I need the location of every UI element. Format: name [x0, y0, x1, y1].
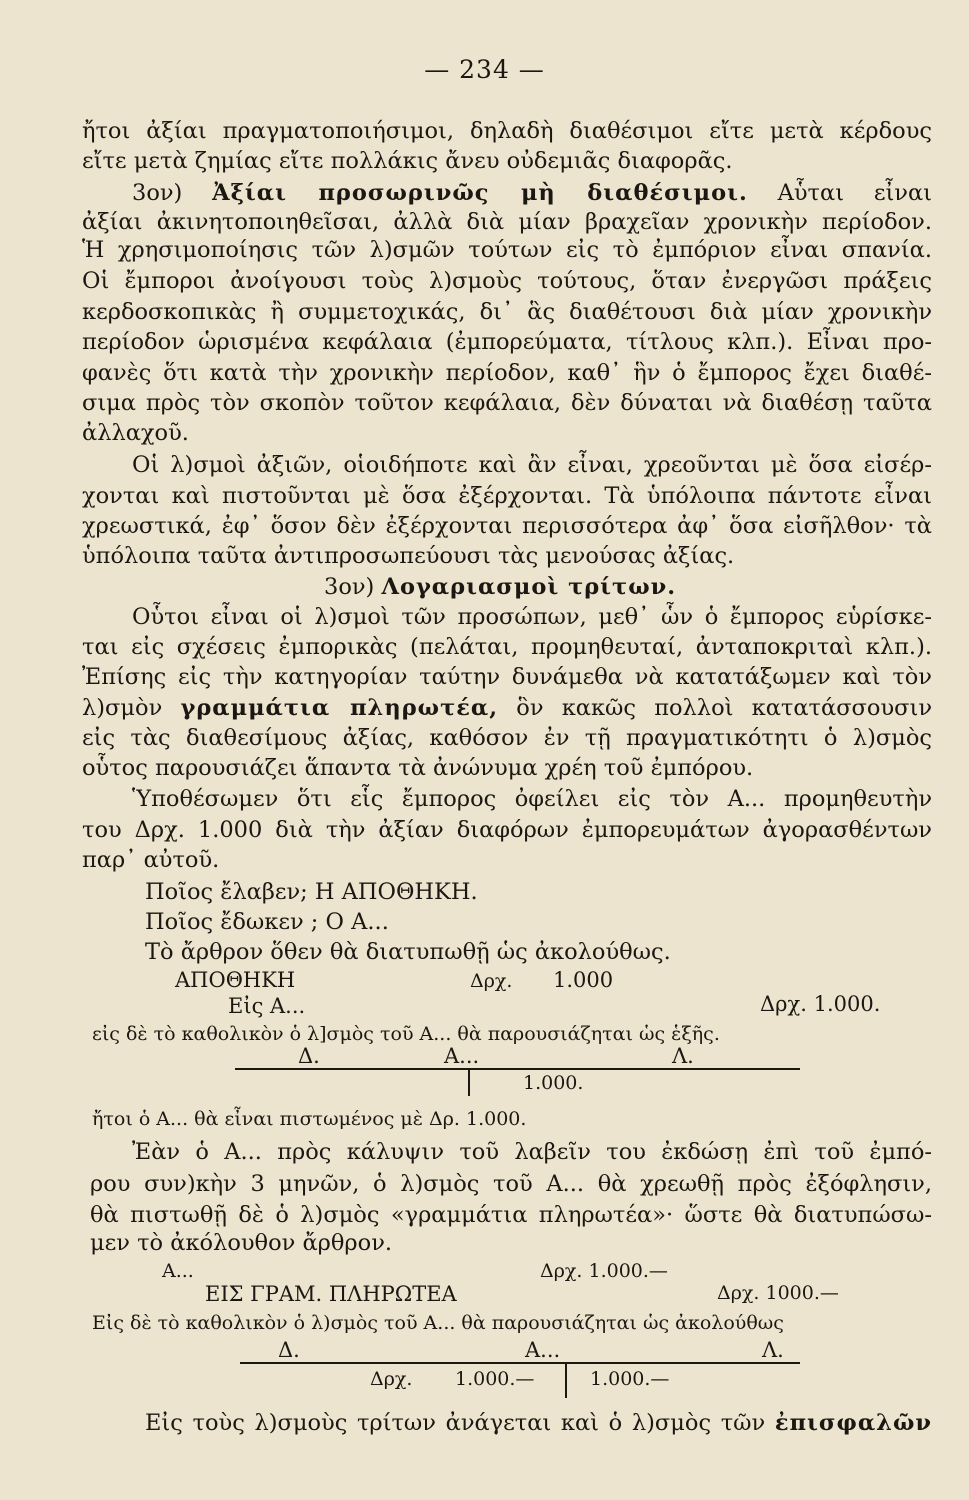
- credit-amount: Δρχ. 1.000.: [760, 992, 881, 1016]
- ledger-credit-value: 1.000.: [523, 1072, 584, 1094]
- text-line: μεν τὸ ἀκόλουθον ἄρθρον.: [90, 1230, 393, 1256]
- ledger-account-name: Α...: [525, 1338, 561, 1362]
- section-number: 3ον): [132, 180, 213, 206]
- text-line: παρ᾽ αὐτοῦ.: [82, 847, 220, 873]
- text-line: [145, 1408, 932, 1438]
- text-line: ἀλλαχοῦ.: [82, 420, 189, 446]
- ledger-vertical-rule: [565, 1362, 567, 1398]
- text-line: Οὗτοι εἶναι οἱ λ)σμοὶ τῶν προσώπων, μεθ᾽ ὧν ὁ ἔμπορος εὑρίσκε-: [132, 604, 932, 630]
- account-name: ἐπισφαλῶν: [774, 1410, 932, 1436]
- ledger-account-name: Α...: [444, 1044, 480, 1068]
- ledger-credit-label: Λ.: [762, 1338, 784, 1362]
- ledger-credit-value: 1.000.—: [590, 1368, 670, 1390]
- text-line: Ποῖος ἔδωκεν ; Ο Α...: [145, 909, 389, 935]
- text-line: Ὑποθέσωμεν ὅτι εἷς ἔμπορος ὀφείλει εἰς τὸν Α... προμηθευτὴν: [132, 786, 932, 812]
- ledger-horizontal-rule: [240, 1362, 800, 1364]
- text-line: φανὲς ὅτι κατὰ τὴν χρονικὴν περίοδον, καθ᾽ ἣν ὁ ἔμπορος ἔχει διαθέ-: [82, 360, 932, 386]
- text-line: [82, 693, 932, 723]
- section-heading-line: [132, 178, 932, 208]
- section-heading-line: [324, 572, 724, 602]
- debit-account: ΑΠΟΘΗΚΗ: [175, 968, 296, 992]
- text-line: Τὸ ἄρθρον ὅθεν θὰ διατυπωθῇ ὡς ἀκολούθως.: [145, 939, 671, 965]
- text-line: εἰς τὰς διαθεσίμους ἀξίας, καθόσον ἐν τῇ πραγματικότητι ὁ λ)σμὸς: [82, 725, 932, 751]
- text-line: χονται καὶ πιστοῦνται μὲ ὅσα ἐξέρχονται. Τὰ ὑπόλοιπα πάντοτε εἶναι: [82, 483, 932, 509]
- text-line: ἀξίαι ἀκινητοποιηθεῖσαι, ἀλλὰ διὰ μίαν βραχεῖαν χρονικὴν περίοδον.: [82, 209, 932, 235]
- ledger-debit-label: Δρχ.: [370, 1368, 413, 1390]
- section-title: Λογαριασμοὶ τρίτων.: [381, 574, 677, 600]
- text-line: εἴτε μετὰ ζημίας εἴτε πολλάκις ἄνευ οὐδεμιᾶς διαφορᾶς.: [82, 148, 733, 174]
- text-line: ἤτοι ἀξίαι πραγματοποιήσιμοι, δηλαδὴ διαθέσιμοι εἴτε μετὰ κέρδους: [82, 118, 932, 144]
- text-line: Οἱ ἔμποροι ἀνοίγουσι τοὺς λ)σμοὺς τούτους, ὅταν ἐνεργῶσι πράξεις: [82, 268, 932, 294]
- text-fragment: ὃν κακῶς πολλοὶ κατατάσσουσιν: [498, 695, 932, 721]
- ledger-debit-label: Δ.: [298, 1044, 320, 1068]
- section-number: 3ον): [324, 574, 382, 600]
- text-line: οὗτος παρουσιάζει ἅπαντα τὰ ἀνώνυμα χρέη τοῦ ἐμπόρου.: [82, 755, 754, 781]
- text-line: ὑπόλοιπα ταῦτα ἀντιπροσωπεύουσι τὰς μενούσας ἀξίας.: [82, 543, 735, 569]
- ledger-debit-value: 1.000.—: [455, 1368, 535, 1390]
- debit-amount: 1.000: [553, 968, 614, 992]
- section-title: Ἀξίαι προσωρινῶς μὴ διαθέσιμοι.: [212, 180, 748, 206]
- text-fragment: Αὗται εἶναι: [747, 180, 932, 206]
- page-number: — 234 —: [424, 55, 545, 84]
- text-line: θὰ πιστωθῇ δὲ ὁ λ)σμὸς «γραμμάτια πληρωτέα»· ὥστε θὰ διατυπώσω-: [90, 1202, 932, 1228]
- amount-label: Δρχ.: [470, 970, 513, 992]
- ledger-debit-label: Δ.: [278, 1338, 300, 1362]
- text-line: περίοδον ὡρισμένα κεφάλαια (ἐμπορεύματα, τίτλους κλπ.). Εἶναι προ-: [82, 329, 932, 355]
- account-name: γραμμάτια πληρωτέα,: [180, 695, 499, 721]
- ledger-intro: Εἰς δὲ τὸ καθολικὸν ὁ λ)σμὸς τοῦ Α... θὰ παρουσιάζηται ὡς ἀκολούθως: [92, 1312, 784, 1334]
- credit-amount: Δρχ. 1000.—: [717, 1282, 839, 1304]
- debit-amount: Δρχ. 1.000.—: [540, 1260, 668, 1282]
- text-fragment: Εἰς τοὺς λ)σμοὺς τρίτων ἀνάγεται καὶ ὁ λ)σμὸς τῶν: [145, 1410, 775, 1436]
- ledger-credit-label: Λ.: [672, 1044, 694, 1068]
- text-line: Οἱ λ)σμοὶ ἀξιῶν, οἱοιδήποτε καὶ ἂν εἶναι, χρεοῦνται μὲ ὅσα εἰσέρ-: [132, 452, 932, 478]
- text-line: ται εἰς σχέσεις ἐμπορικὰς (πελάται, προμηθευταί, ἀνταποκριταὶ κλπ.).: [82, 634, 932, 660]
- credit-account: ΕΙΣ ΓΡΑΜ. ΠΛΗΡΩΤΕΑ: [205, 1282, 457, 1306]
- debit-account: Α...: [162, 1260, 194, 1282]
- ledger-intro: εἰς δὲ τὸ καθολικὸν ὁ λ]σμὸς τοῦ Α... θὰ παρουσιάζηται ὡς ἑξῆς.: [92, 1023, 720, 1045]
- text-line: Ἐπίσης εἰς τὴν κατηγορίαν ταύτην δυνάμεθα νὰ κατατάξωμεν καὶ τὸν: [82, 664, 932, 690]
- text-fragment: λ)σμὸν: [82, 695, 181, 721]
- text-line: κερδοσκοπικὰς ἢ συμμετοχικάς, δι᾽ ἃς διαθέτουσι διὰ μίαν χρονικὴν: [82, 299, 932, 325]
- text-line: του Δρχ. 1.000 διὰ τὴν ἀξίαν διαφόρων ἐμπορευμάτων ἀγορασθέντων: [82, 817, 932, 843]
- text-line: Ἡ χρησιμοποίησις τῶν λ)σμῶν τούτων εἰς τὸ ἐμπόριον εἶναι σπανία.: [82, 237, 932, 263]
- text-line: σιμα πρὸς τὸν σκοπὸν τοῦτον κεφάλαια, δὲν δύναται νὰ διαθέσῃ ταῦτα: [82, 390, 932, 416]
- credit-account: Εἰς Α...: [228, 994, 306, 1018]
- text-line: Ἐὰν ὁ Α... πρὸς κάλυψιν τοῦ λαβεῖν του ἐκδώσῃ ἐπὶ τοῦ ἐμπό-: [132, 1139, 932, 1165]
- ledger-vertical-rule: [468, 1068, 470, 1096]
- ledger-horizontal-rule: [235, 1068, 800, 1070]
- text-line: ἤτοι ὁ Α... θὰ εἶναι πιστωμένος μὲ Δρ. 1.000.: [92, 1108, 527, 1130]
- text-line: Ποῖος ἔλαβεν; Η ΑΠΟΘΗΚΗ.: [145, 879, 478, 905]
- text-line: χρεωστικά, ἐφ᾽ ὅσον δὲν ἐξέρχονται περισσότερα ἀφ᾽ ὅσα εἰσῆλθον· τὰ: [82, 513, 932, 539]
- text-line: ρου συν)κὴν 3 μηνῶν, ὁ λ)σμὸς τοῦ Α... θὰ χρεωθῇ πρὸς ἐξόφλησιν,: [90, 1171, 932, 1197]
